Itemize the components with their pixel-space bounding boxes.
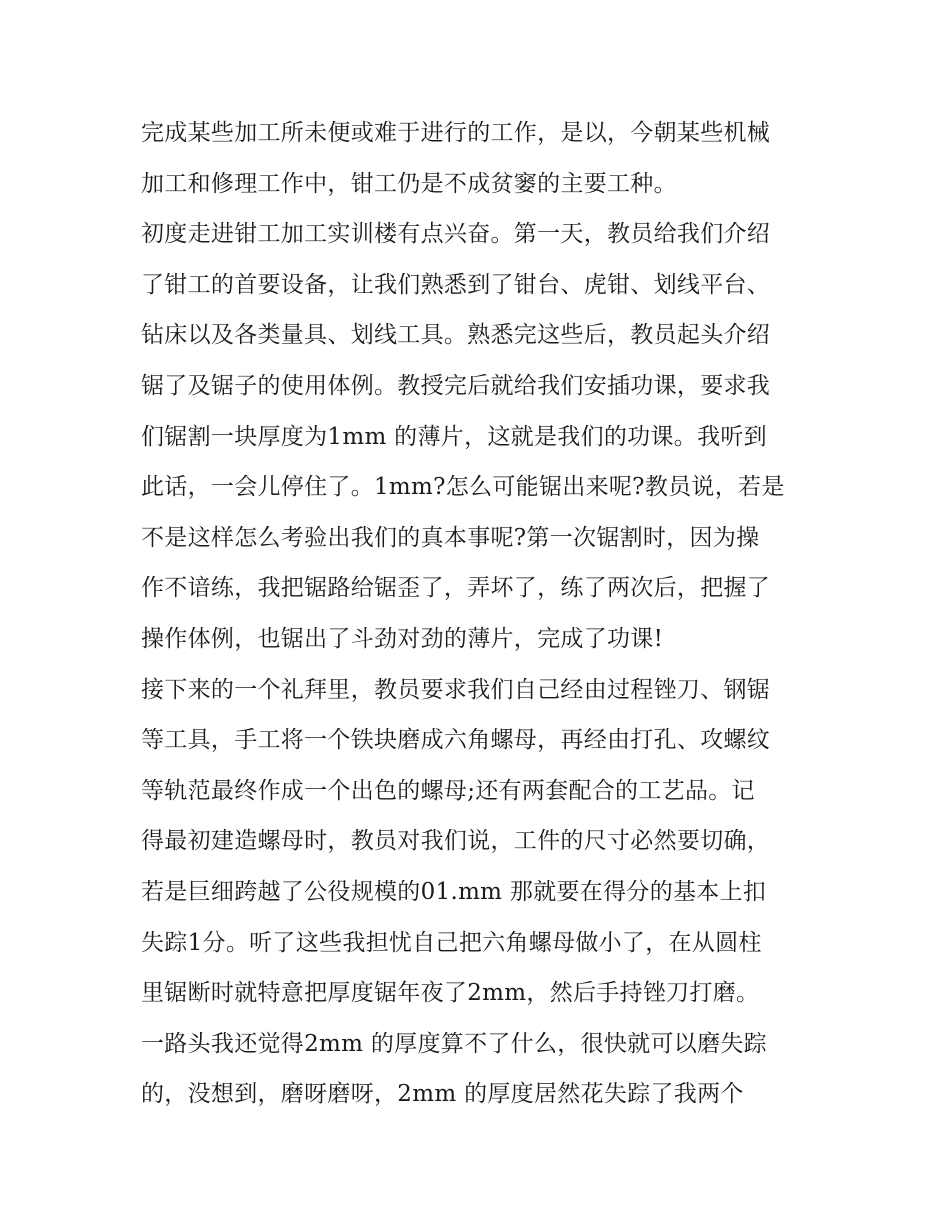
text-line: 了钳工的首要设备，让我们熟悉到了钳台、虎钳、划线平台、: [141, 271, 771, 298]
text-line: 钻床以及各类量具、划线工具。熟悉完这些后，教员起头介绍: [141, 322, 771, 349]
text-line: 此话，一会儿停住了。1mm?怎么可能锯出来呢?教员说，若是: [141, 474, 785, 501]
text-line: 初度走进钳工加工实训楼有点兴奋。第一天，教员给我们介绍: [141, 221, 771, 248]
text-line: 等轨范最终作成一个出色的螺母;还有两套配合的工艺品。记: [141, 777, 755, 804]
text-line: 的，没想到，磨呀磨呀，2mm 的厚度居然花失踪了我两个: [141, 1081, 744, 1108]
text-line: 等工具，手工将一个铁块磨成六角螺母，再经由打孔、攻螺纹: [141, 727, 771, 754]
text-line: 一路头我还觉得2mm 的厚度算不了什么，很快就可以磨失踪: [141, 1030, 767, 1057]
text-line: 里锯断时就特意把厚度锯年夜了2mm，然后手持锉刀打磨。: [141, 980, 760, 1007]
text-line: 加工和修理工作中，钳工仍是不成贫窭的主要工种。: [141, 170, 677, 197]
body-text: [141, 108, 821, 1120]
text-line: 锯了及锯子的使用体例。教授完后就给我们安插功课，要求我: [141, 372, 771, 399]
text-line: 们锯割一块厚度为1mm 的薄片，这就是我们的功课。我听到: [141, 423, 767, 450]
text-line: 不是这样怎么考验出我们的真本事呢?第一次锯割时，因为操: [141, 524, 760, 551]
text-line: 完成某些加工所未便或难于进行的工作，是以，今朝某些机械: [141, 120, 771, 146]
text-line: 作不谙练，我把锯路给锯歪了，弄坏了，练了两次后，把握了: [141, 575, 771, 602]
text-line: 操作体例，也锯出了斗劲对劲的薄片，完成了功课!: [141, 625, 664, 652]
text-line: 得最初建造螺母时，教员对我们说，工件的尺寸必然要切确，: [141, 828, 771, 855]
text-line: 失踪1分。听了这些我担忧自己把六角螺母做小了，在从圆柱: [141, 929, 762, 956]
text-line: 若是巨细跨越了公役规模的01.mm 那就要在得分的基本上扣: [141, 878, 767, 905]
text-line: 接下来的一个礼拜里，教员要求我们自己经由过程锉刀、钢锯: [141, 676, 771, 703]
